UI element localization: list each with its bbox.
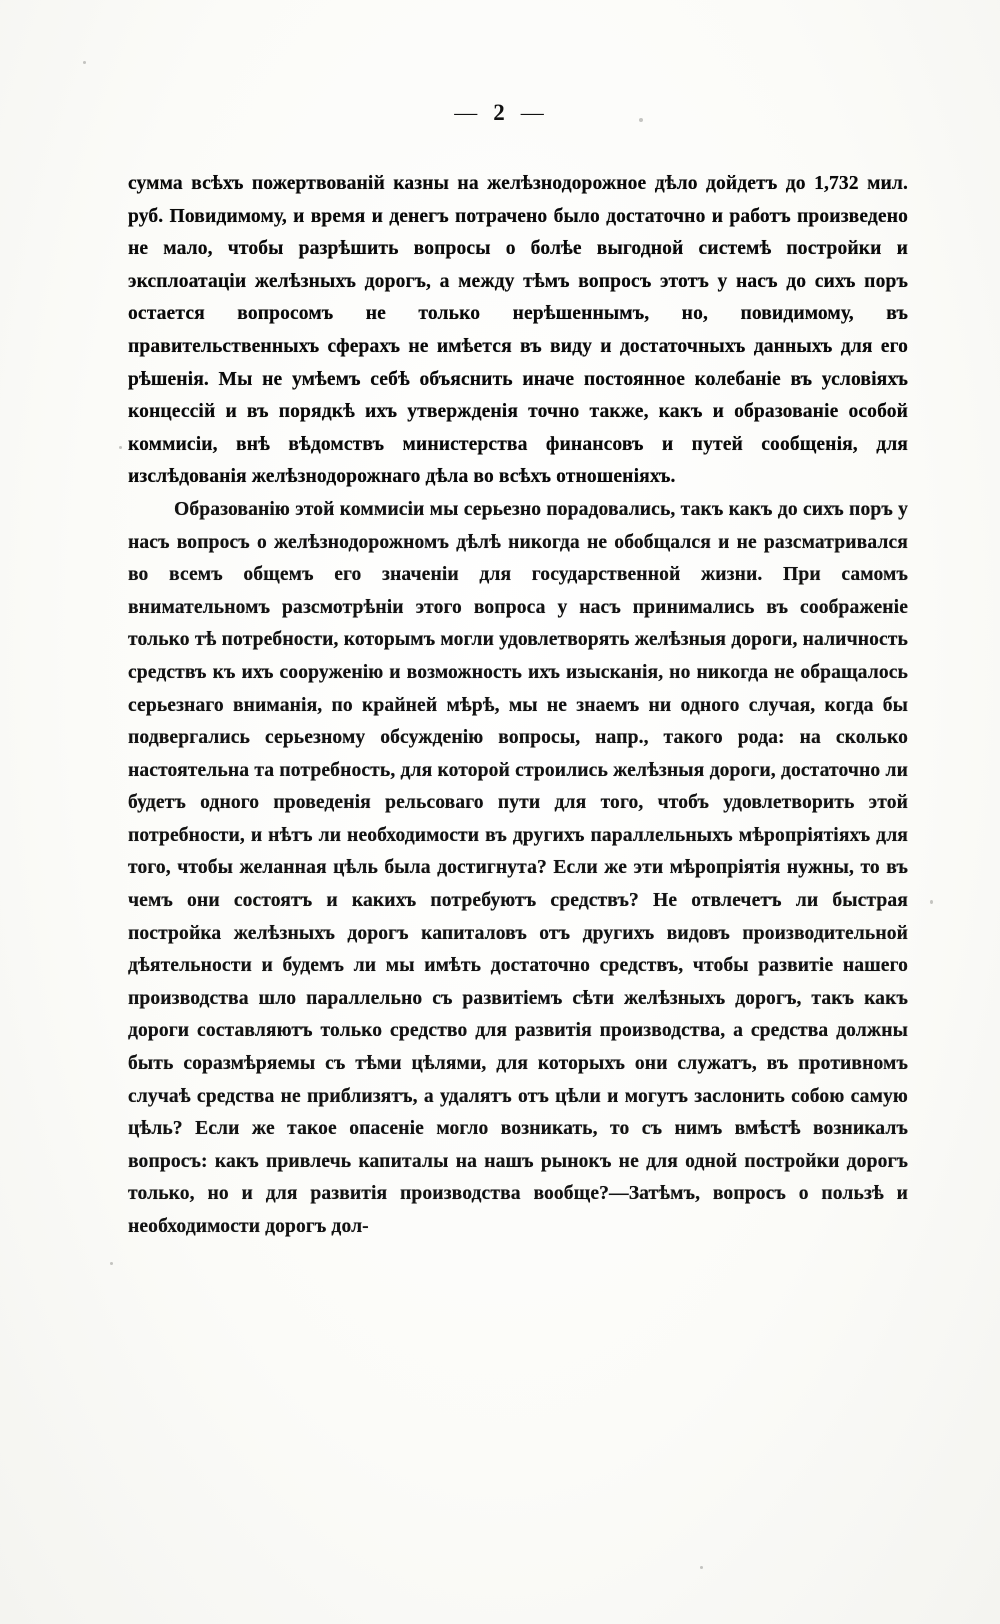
page-number-dash-left: — — [454, 100, 480, 125]
body-text — [128, 168, 908, 1244]
page-number-dash-right: — — [520, 100, 546, 125]
page-number-value: 2 — [493, 100, 507, 125]
paper-speck — [930, 900, 933, 904]
paragraph-1: сумма всѣхъ пожертвованій казны на желѣзнодорожное дѣло дойдетъ до 1,732 мил. руб. Повидимому, и время и денегъ потрачено было достаточно и работъ произведено не мало, чтобы разрѣшить вопросы о болѣе выгодной системѣ постройки и эксплоатаціи желѣзныхъ дорогъ, а между тѣмъ вопросъ этотъ у насъ до сихъ поръ остается вопросомъ не только нерѣшеннымъ, но, повидимому, въ правительственныхъ сферахъ не имѣется въ виду и достаточныхъ данныхъ для его рѣшенія. Мы не умѣемъ себѣ объяснить иначе постоянное колебаніе въ условіяхъ концессій и въ порядкѣ ихъ утвержденія точно также, какъ и образованіе особой коммисіи, внѣ вѣдомствъ министерства финансовъ и путей сообщенія, для изслѣдованія желѣзнодорожнаго дѣла во всѣхъ отношеніяхъ. — [128, 173, 908, 488]
paragraph-2: Образованію этой коммисіи мы серьезно порадовались, такъ какъ до сихъ поръ у насъ вопросъ о желѣзнодорожномъ дѣлѣ никогда не обобщался и не разсматривался во всемъ общемъ его значеніи для государственной жизни. При самомъ внимательномъ разсмотрѣніи этого вопроса у насъ принимались въ соображеніе только тѣ потребности, которымъ могли удовлетворять желѣзныя дороги, наличность средствъ къ ихъ сооруженію и возможность ихъ изысканія, но никогда не обращалось серьезнаго вниманія, по крайней мѣрѣ, мы не знаемъ ни одного случая, когда бы подвергались серьезному обсужденію вопросы, напр., такого рода: на сколько настоятельна та потребность, для которой строились желѣзныя дороги, достаточно ли будетъ одного проведенія рельсоваго пути для того, чтобъ удовлетворить этой потребности, и нѣтъ ли необходимости въ другихъ параллельныхъ мѣропріятіяхъ для того, чтобы желанная цѣль была достигнута? Если же эти мѣропріятія нужны, то въ чемъ они состоятъ и какихъ потребуютъ средствъ? Не отвлечетъ ли быстрая постройка желѣзныхъ дорогъ капиталовъ отъ другихъ видовъ производительной дѣятельности и будемъ ли мы имѣть достаточно средствъ, чтобы развитіе нашего производства шло параллельно съ развитіемъ сѣти желѣзныхъ дорогъ, такъ какъ дороги составляютъ только средство для развитія производства, а средства должны быть соразмѣряемы съ тѣми цѣлями, для которыхъ они служатъ, въ противномъ случаѣ средства не приблизятъ, а удалятъ отъ цѣли и могутъ заслонить собою самую цѣль? Если же такое опасеніе могло возникать, то съ нимъ вмѣстѣ возникалъ вопросъ: какъ привлечь капиталы на нашъ рынокъ не для одной постройки дорогъ только, но и для развитія производства вообще?—Затѣмъ, вопросъ о пользѣ и необходимости дорогъ дол- — [128, 498, 908, 1237]
paper-speck — [119, 446, 122, 449]
page-number — [0, 100, 1000, 126]
paper-speck — [700, 1566, 703, 1569]
paper-speck — [110, 1262, 113, 1265]
paper-speck — [83, 61, 86, 64]
